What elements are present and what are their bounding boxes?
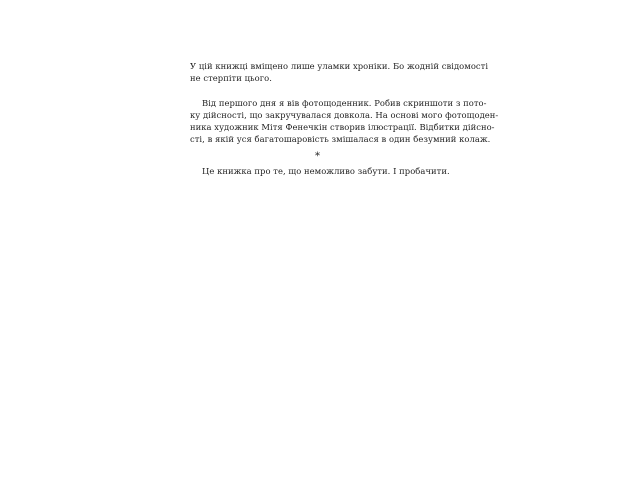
paragraph-2 bbox=[190, 97, 499, 146]
text-block bbox=[190, 60, 499, 178]
paragraph-line: ку дійсності, що закручувалася довкола. На основі мого фотощоден- bbox=[190, 109, 499, 120]
paragraph-line: Від першого дня я вів фотощоденник. Робив скриншоти з пото- bbox=[202, 97, 487, 108]
paragraph-3 bbox=[190, 165, 450, 177]
paragraph-line: ника художник Мітя Фенечкін створив ілюстрації. Відбитки дійсно- bbox=[190, 122, 495, 132]
paragraph-line: сті, в якій уся багатошаровість змішалася в один безумний колаж. bbox=[190, 134, 491, 145]
paragraph-line: Це книжка про те, що неможливо забути. І пробачити. bbox=[202, 166, 450, 177]
paragraph-1 bbox=[190, 60, 489, 84]
section-separator-asterisk: * bbox=[314, 151, 321, 163]
paragraph-line: не стерпіти цього. bbox=[190, 73, 272, 84]
paragraph-line: У цій книжці вміщено лише уламки хроніки. Бо жодній свідомості bbox=[190, 61, 489, 71]
